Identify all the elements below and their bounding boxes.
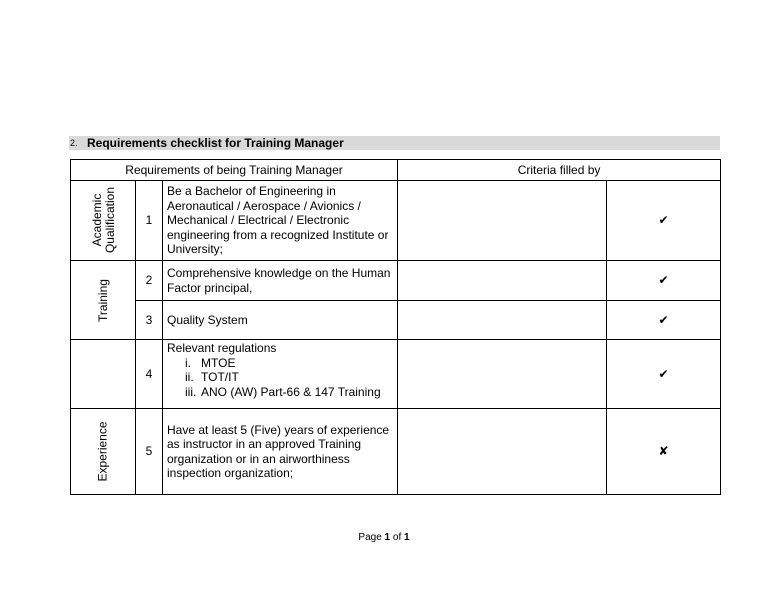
requirement-text: Quality System xyxy=(163,301,398,340)
list-item: i. MTOE xyxy=(185,355,236,370)
table-row xyxy=(71,340,721,409)
check-mark: ✔ xyxy=(607,261,721,301)
criteria-cell xyxy=(398,409,607,495)
regulations-list xyxy=(167,356,393,400)
category-academic xyxy=(71,181,136,261)
header-criteria: Criteria filled by xyxy=(398,160,721,181)
page-of: of xyxy=(392,532,402,543)
row-number: 1 xyxy=(136,181,163,261)
requirement-text: Be a Bachelor of Engineering in Aeronautical / Aerospace / Avionics / Mechanical / Electrical / Electronic engineering from a recognized Institute or University; xyxy=(163,181,398,261)
category-label: Training xyxy=(95,278,110,322)
category-label: Academic Qualification xyxy=(90,187,118,254)
category-training xyxy=(71,261,136,340)
check-mark: ✔ xyxy=(607,340,721,409)
category-experience xyxy=(71,409,136,495)
row-number: 5 xyxy=(136,409,163,495)
section-title: Requirements checklist for Training Manager xyxy=(87,136,344,150)
category-label: Experience xyxy=(95,421,110,482)
cross-mark: ✘ xyxy=(607,409,721,495)
check-mark: ✔ xyxy=(607,181,721,261)
table-row xyxy=(71,261,721,301)
row-number: 4 xyxy=(136,340,163,409)
requirement-text xyxy=(163,340,398,409)
page-footer xyxy=(0,532,768,543)
page-total: 1 xyxy=(404,532,410,543)
page-prefix: Page xyxy=(358,532,382,543)
criteria-cell xyxy=(398,181,607,261)
check-mark: ✔ xyxy=(607,301,721,340)
page-current: 1 xyxy=(384,532,391,543)
row-number: 2 xyxy=(136,261,163,301)
header-requirements: Requirements of being Training Manager xyxy=(71,160,398,181)
section-heading xyxy=(69,136,720,150)
section-number: 2. xyxy=(70,138,78,148)
criteria-cell xyxy=(398,301,607,340)
requirements-table xyxy=(70,159,721,495)
table-row xyxy=(71,301,721,340)
list-item: iii. ANO (AW) Part-66 & 147 Training xyxy=(185,384,381,399)
criteria-cell xyxy=(398,261,607,301)
requirement-text: Comprehensive knowledge on the Human Factor principal, xyxy=(163,261,398,301)
requirement-text: Have at least 5 (Five) years of experience as instructor in an approved Training organization or in an airworthiness inspection organization; xyxy=(163,409,398,495)
regulations-heading: Relevant regulations xyxy=(167,341,277,355)
table-row xyxy=(71,181,721,261)
table-row xyxy=(71,409,721,495)
criteria-cell xyxy=(398,340,607,409)
row-number: 3 xyxy=(136,301,163,340)
table-header-row xyxy=(71,160,721,181)
list-item: ii. TOT/IT xyxy=(185,370,239,384)
category-empty xyxy=(71,340,136,409)
